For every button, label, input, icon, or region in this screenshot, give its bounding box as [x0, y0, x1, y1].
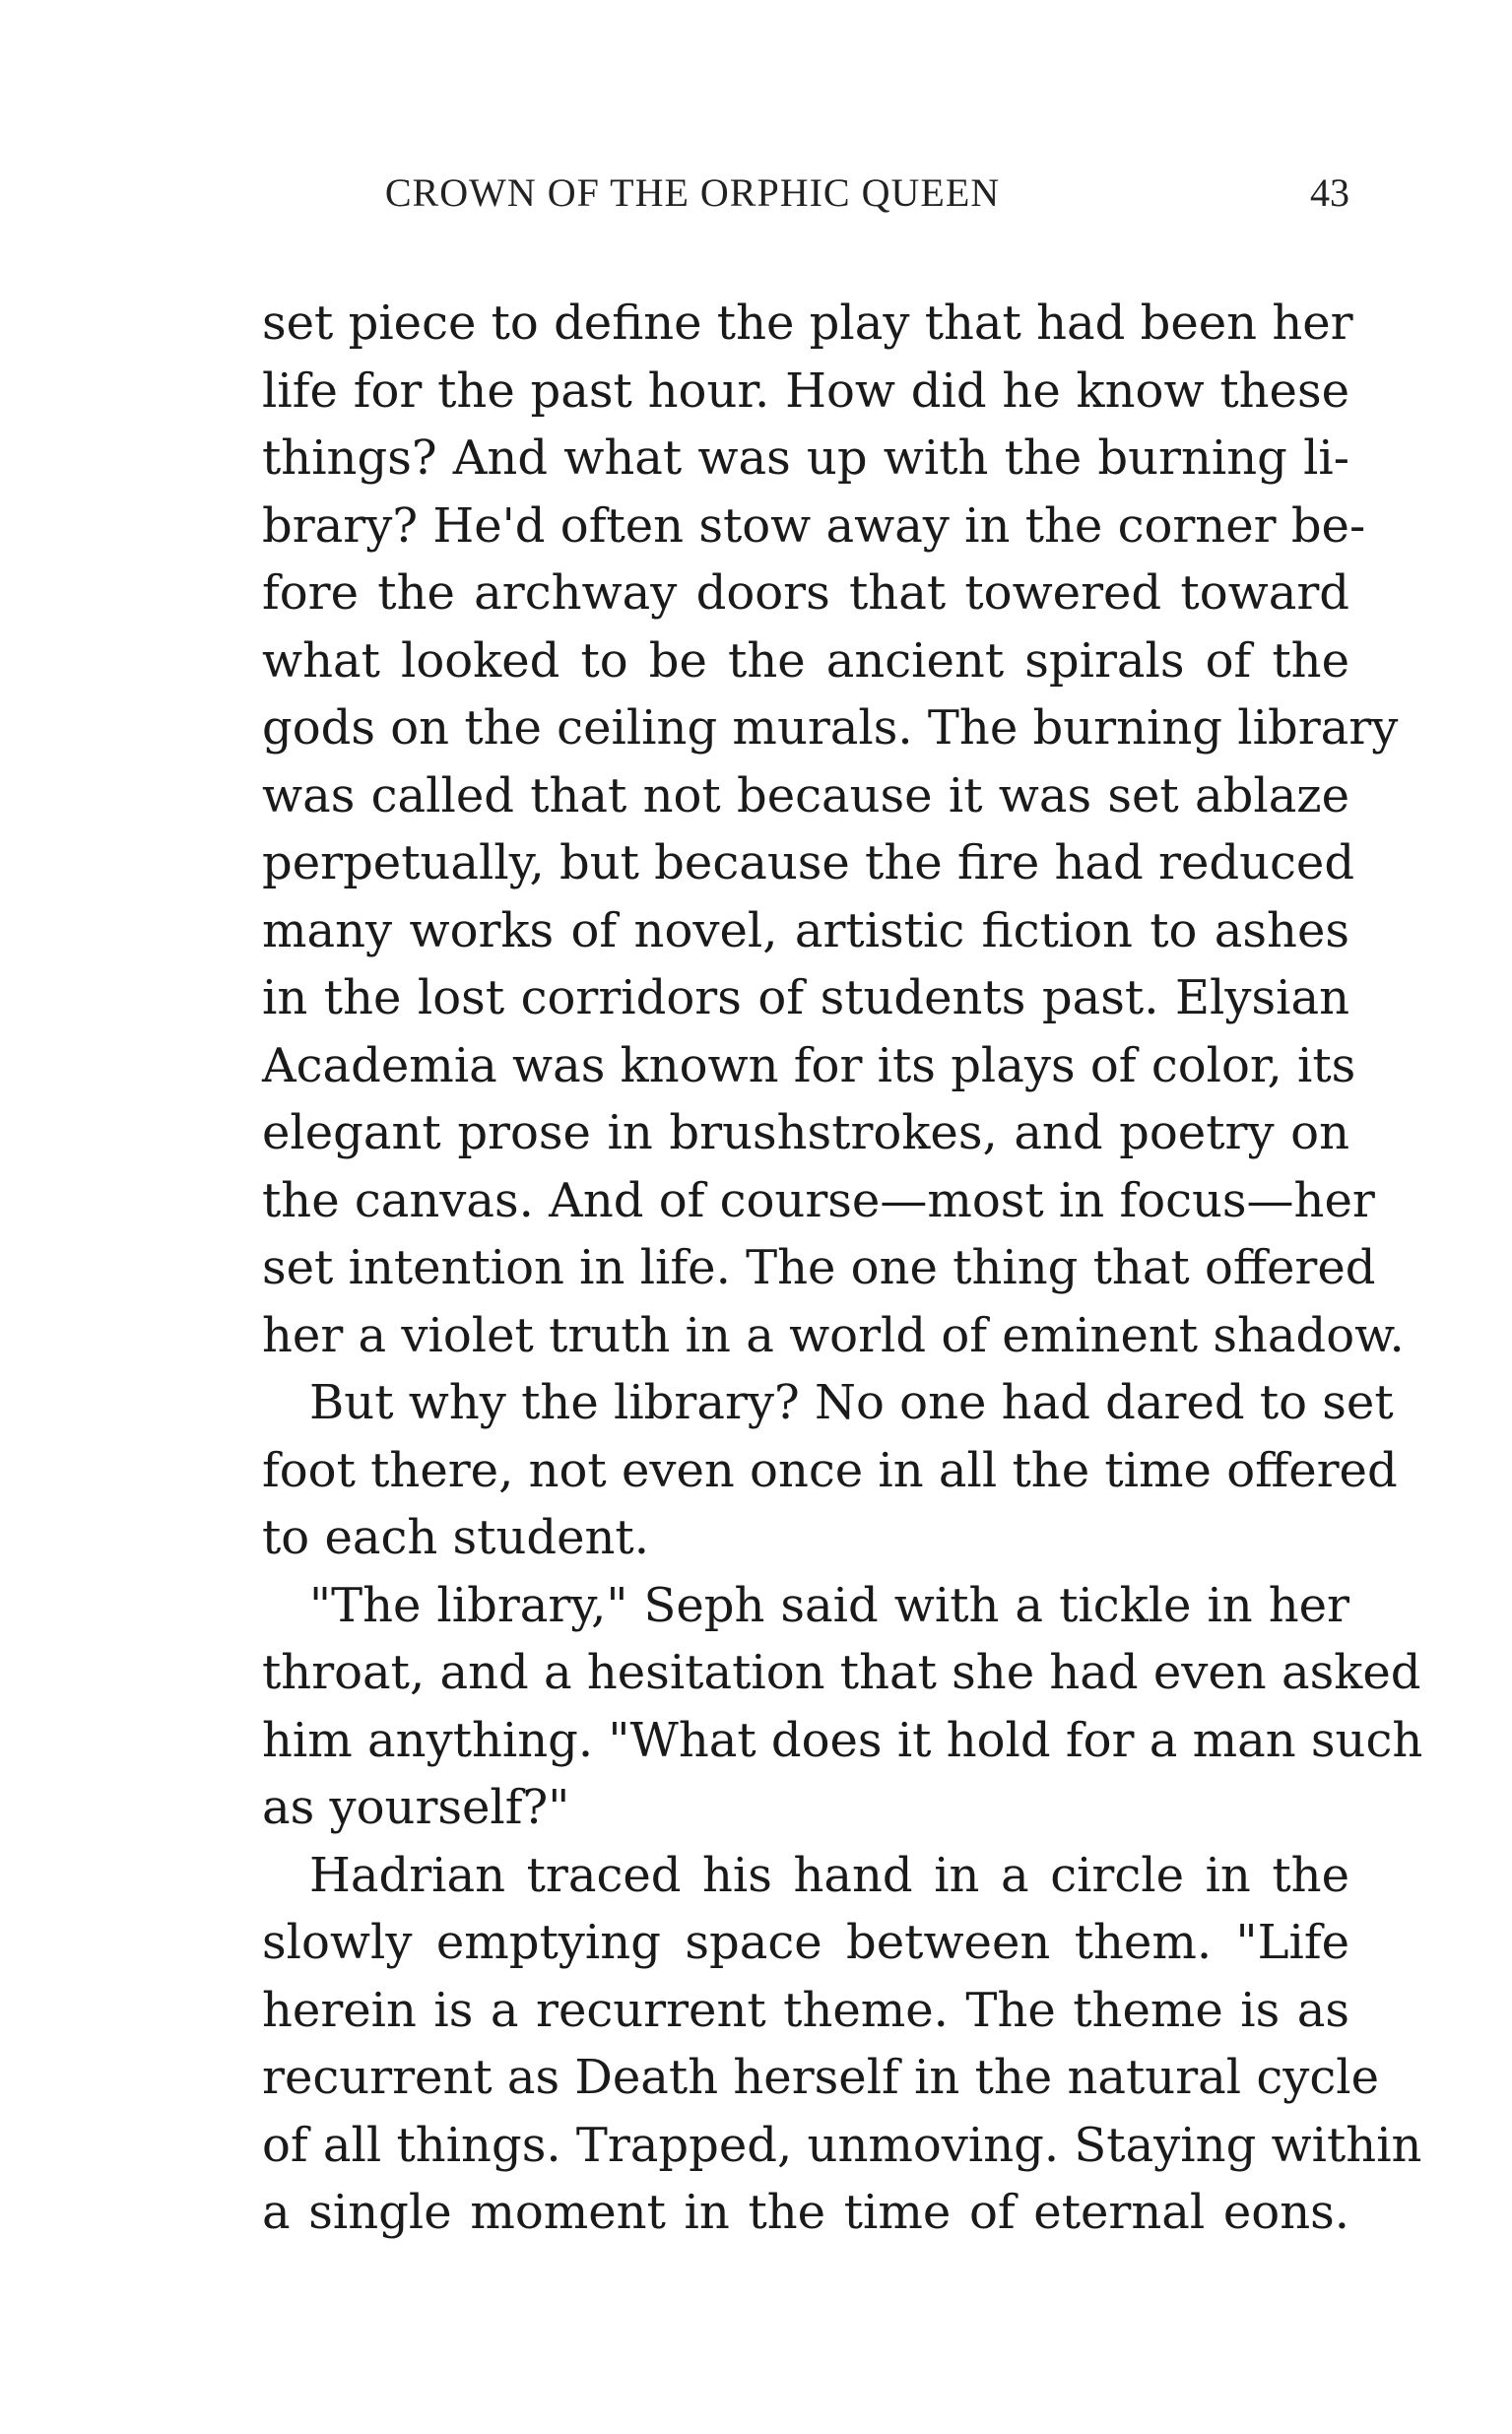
text-line: set piece to define the play that had been her — [262, 296, 1353, 351]
text-line: recurrent as Death herself in the natural cycle — [262, 2050, 1379, 2105]
text-line: many works of novel, artistic fiction to ashes — [262, 902, 1349, 958]
text-line: elegant prose in brushstrokes, and poetry on — [262, 1105, 1349, 1160]
text-line: of all things. Trapped, unmoving. Staying within — [262, 2117, 1422, 2173]
text-line: life for the past hour. How did he know these — [262, 362, 1349, 419]
text-line: But why the library? No one had dared to set — [309, 1375, 1394, 1430]
text-line: brary? He'd often stow away in the corner be- — [262, 497, 1366, 554]
text-line: Hadrian traced his hand in a circle in the — [309, 1847, 1349, 1903]
text-line: her a violet truth in a world of eminent shadow. — [262, 1307, 1405, 1363]
text-line: throat, and a hesitation that she had even asked — [262, 1645, 1421, 1700]
text-line: perpetually, but because the fire had reduced — [262, 835, 1355, 890]
text-line: him anything. "What does it hold for a man such — [262, 1712, 1423, 1768]
text-line: the canvas. And of course—most in focus—her — [262, 1172, 1375, 1228]
text-line: herein is a recurrent theme. The theme is as — [262, 1982, 1349, 2038]
text-line: set intention in life. The one thing that offered — [262, 1240, 1376, 1295]
body-text — [262, 290, 1423, 2247]
text-line: a single moment in the time of eternal eons. — [262, 2185, 1349, 2240]
text-line: "The library," Seph said with a tickle in her — [309, 1577, 1349, 1633]
page-number: 43 — [1310, 170, 1349, 215]
text-line: was called that not because it was set ablaze — [262, 767, 1349, 823]
text-line: in the lost corridors of students past. Elysian — [262, 970, 1349, 1025]
text-line: foot there, not even once in all the time offered — [262, 1442, 1398, 1498]
text-line: what looked to be the ancient spirals of the — [262, 632, 1349, 689]
text-line: things? And what was up with the burning li- — [262, 430, 1349, 486]
text-line: gods on the ceiling murals. The burning library — [262, 700, 1399, 756]
text-line: to each student. — [262, 1510, 649, 1565]
text-line: fore the archway doors that towered toward — [262, 565, 1349, 621]
text-line: slowly emptying space between them. "Life — [262, 1915, 1349, 1970]
running-header — [262, 169, 1349, 219]
text-line: as yourself?" — [262, 1780, 570, 1835]
text-line: Academia was known for its plays of color, its — [262, 1037, 1356, 1093]
book-title: CROWN OF THE ORPHIC QUEEN — [384, 170, 1001, 215]
